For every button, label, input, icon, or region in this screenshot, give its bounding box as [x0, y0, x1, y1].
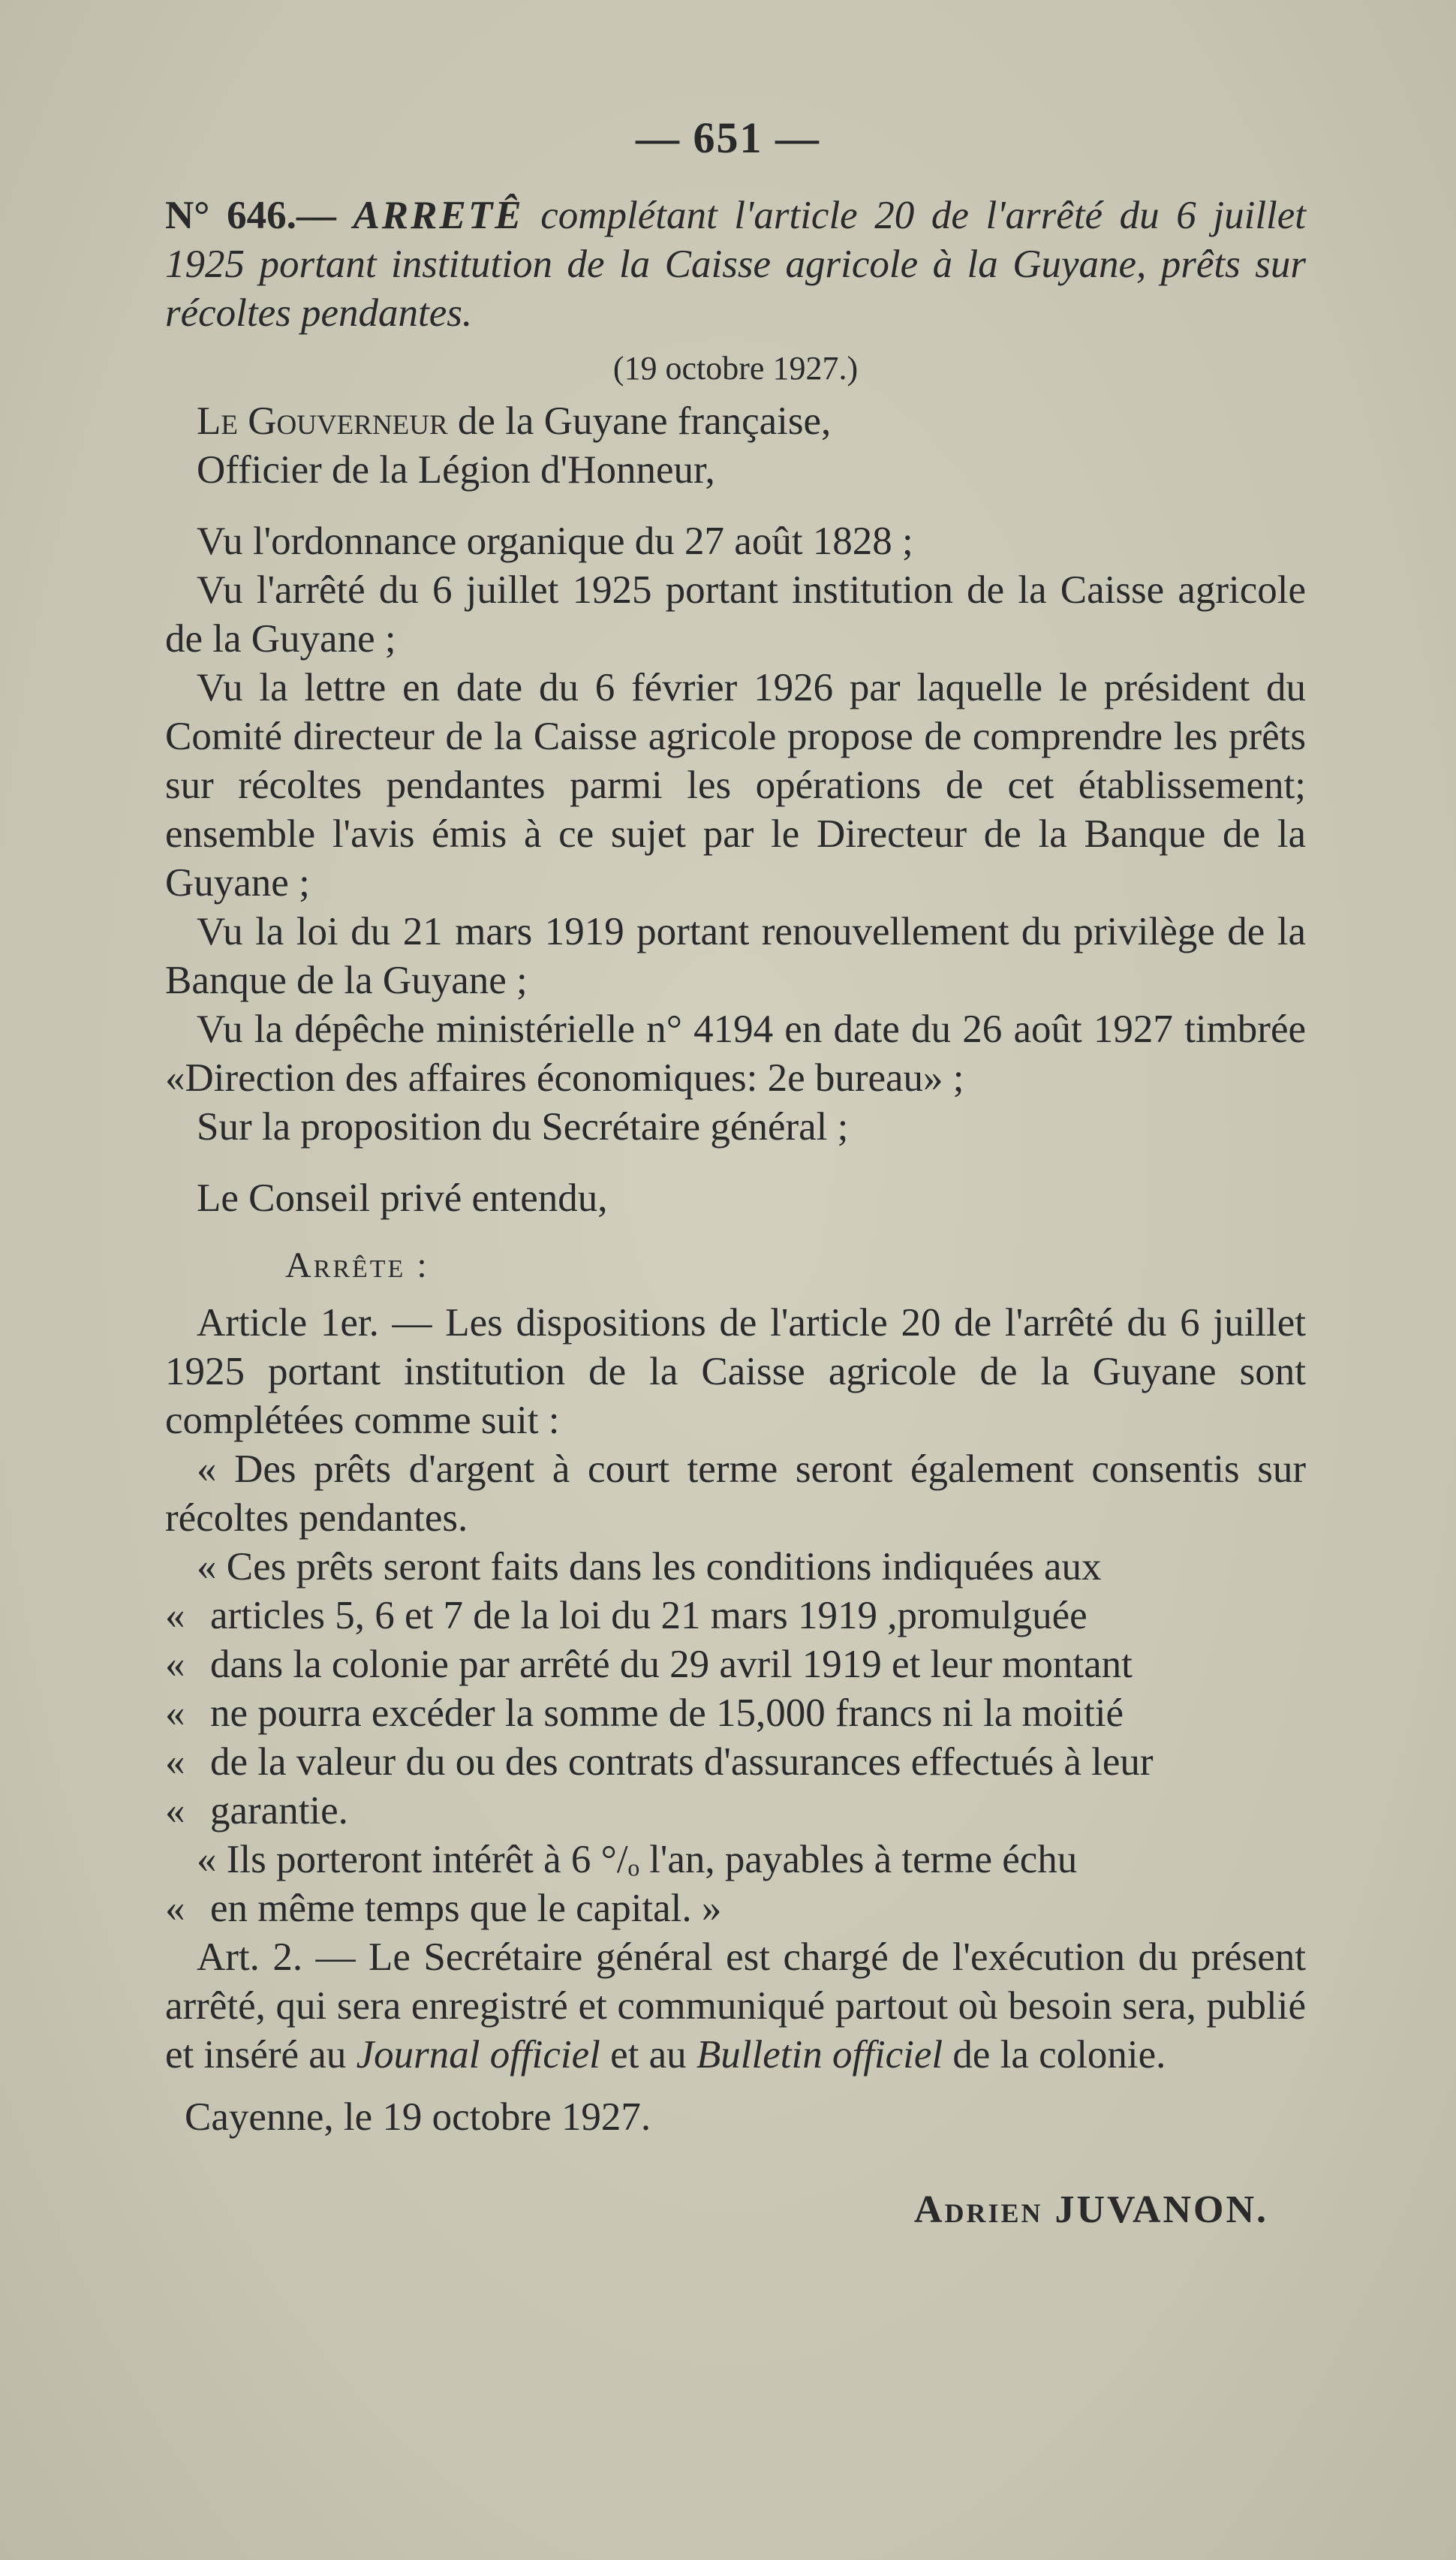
quote-line: « articles 5, 6 et 7 de la loi du 21 mars 1919 ,promulguée [165, 1592, 1306, 1640]
journal-officiel: Journal officiel [356, 2033, 600, 2077]
quote-line: « garantie. [165, 1787, 1306, 1836]
consideration-item: Vu l'arrêté du 6 juillet 1925 portant institution de la Caisse agricole de la Guyane ; [165, 568, 1306, 661]
authority-rank: Officier de la Légion d'Honneur, [197, 448, 715, 492]
consideration-item: Vu la dépêche ministérielle n° 4194 en date du 26 août 1927 timbrée «Direction des affaires économiques: 2e bureau» ; [165, 1007, 1306, 1100]
quote-line: « dans la colonie par arrêté du 29 avril 1919 et leur montant [165, 1640, 1306, 1689]
bulletin-officiel: Bulletin officiel [696, 2033, 943, 2077]
article-2 [165, 1933, 1306, 2080]
consideration-item: Vu l'ordonnance organique du 27 août 1828 ; [197, 520, 913, 563]
signature: Adrien JUVANON. [913, 2188, 1268, 2231]
article-2-end: de la colonie. [952, 2033, 1166, 2077]
authority-small-caps: Le Gouverneur [197, 399, 448, 443]
consideration-item: Vu la lettre en date du 6 février 1926 par laquelle le président du Comité directeur de la Caisse agricole propose de comprendre les prêts sur récoltes pendantes parmi les opérations de cet établissement; ensemble l'avis émis à ce sujet par le Directeur de la Banque de la Guyane ; [165, 666, 1306, 905]
quote-paragraph: « Ces prêts seront faits dans les conditions indiquées aux [197, 1545, 1102, 1589]
authority-title [165, 397, 1306, 446]
quote-line: « de la valeur du ou des contrats d'assurances effectués à leur [165, 1738, 1306, 1787]
quote-paragraph: « Ils porteront intérêt à 6 °/ₒ l'an, payables à terme échu [197, 1838, 1078, 1881]
article-2-between: et au [610, 2033, 687, 2077]
decree-title [165, 191, 1306, 338]
quote-paragraph: « Des prêts d'argent à court terme seront également consentis sur récoltes pendantes. [165, 1447, 1306, 1540]
article-1: Article 1er. — Les dispositions de l'article 20 de l'arrêté du 6 juillet 1925 portant institution de la Caisse agricole de la Guyane sont complétées comme suit : [165, 1301, 1306, 1442]
decree-title-text: complétant l'article 20 de l'arrêté du 6 juillet 1925 portant institution de la Caisse agricole à la Guyane, prêts sur récoltes pendantes. [165, 194, 1307, 335]
article-2-text: Art. 2. — Le Secrétaire général est chargé de l'exécution du présent arrêté, qui sera enregistré et communiqué partout où besoin sera, publié et inséré au [165, 1935, 1306, 2077]
page-number: — 651 — [636, 113, 820, 162]
consideration-item: Vu la loi du 21 mars 1919 portant renouvellement du privilège de la Banque de la Guyane ; [165, 910, 1306, 1002]
quote-line: « ne pourra excéder la somme de 15,000 francs ni la moitié [165, 1689, 1306, 1738]
considerations [165, 517, 1306, 1152]
document-body [165, 191, 1306, 2234]
authority-rest: de la Guyane française, [457, 399, 832, 443]
council-line: Le Conseil privé entendu, [197, 1176, 608, 1220]
place-and-date: Cayenne, le 19 octobre 1927. [185, 2095, 651, 2139]
decree-keyword: ARRETÊ [353, 194, 524, 237]
quote-line: « en même temps que le capital. » [165, 1884, 1306, 1933]
decrees-heading: Arrête : [285, 1245, 429, 1285]
decree-date: (19 octobre 1927.) [612, 350, 859, 387]
decree-number: N° 646.— [165, 194, 336, 237]
consideration-item: Sur la proposition du Secrétaire général ; [197, 1105, 849, 1149]
